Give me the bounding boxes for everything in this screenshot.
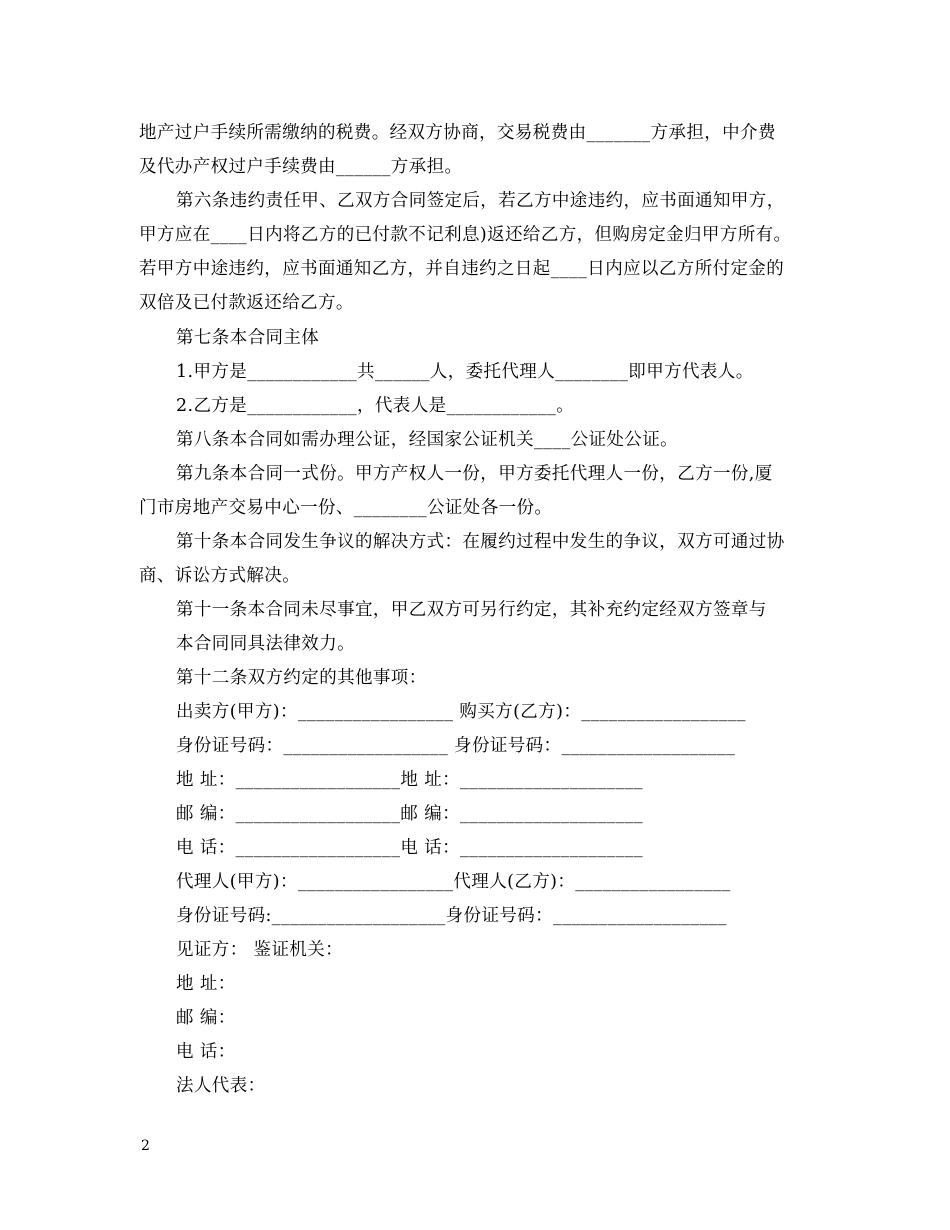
text-line: 若甲方中途违约，应书面通知乙方，并自违约之日起____日内应以乙方所付定金的 bbox=[139, 259, 785, 279]
signature-field-line: 见证方： 鉴证机关： bbox=[176, 940, 344, 960]
signature-field-line: 电 话： bbox=[176, 1042, 236, 1062]
text-line: 第九条本合同一式份。甲方产权人一份，甲方委托代理人一份，乙方一份,厦 bbox=[176, 464, 773, 484]
text-line: 及代办产权过户手续费由______方承担。 bbox=[139, 157, 463, 177]
section-heading: 第七条本合同主体 bbox=[176, 328, 320, 348]
signature-field-line: 地 址：__________________地 址：____________________ bbox=[176, 770, 644, 790]
text-line: 第十一条本合同未尽事宜，甲乙双方可另行约定，其补充约定经双方签章与 bbox=[176, 600, 767, 620]
text-line: 第六条违约责任甲、乙双方合同签定后，若乙方中途违约，应书面通知甲方， bbox=[176, 191, 785, 211]
text-line: 1.甲方是____________共______人，委托代理人________即甲方代表人。 bbox=[176, 362, 754, 382]
text-line: 双倍及已付款返还给乙方。 bbox=[139, 293, 354, 313]
text-line: 本合同同具法律效力。 bbox=[176, 634, 355, 654]
text-line: 第十二条双方约定的其他事项： bbox=[176, 668, 427, 688]
signature-field-line: 电 话：__________________电 话：____________________ bbox=[176, 838, 644, 858]
signature-field-line: 出卖方(甲方)：_________________ 购买方(乙方)：__________________ bbox=[176, 702, 746, 722]
signature-field-line: 邮 编： bbox=[176, 1008, 236, 1028]
page-number: 2 bbox=[141, 1138, 150, 1154]
text-line: 商、诉讼方式解决。 bbox=[139, 566, 301, 586]
signature-field-line: 代理人(甲方)：_________________代理人(乙方)：_________________ bbox=[176, 872, 731, 892]
signature-field-line: 法人代表： bbox=[176, 1076, 266, 1096]
text-line: 门市房地产交易中心一份、________公证处各一份。 bbox=[139, 498, 553, 518]
text-line: 2.乙方是____________，代表人是____________。 bbox=[176, 396, 575, 416]
signature-field-line: 身份证号码:___________________身份证号码：___________________ bbox=[176, 906, 727, 926]
text-line: 第八条本合同如需办理公证，经国家公证机关____公证处公证。 bbox=[176, 430, 678, 450]
text-line: 第十条本合同发生争议的解决方式：在履约过程中发生的争议，双方可通过协 bbox=[176, 532, 785, 552]
signature-field-line: 邮 编：__________________邮 编：____________________ bbox=[176, 804, 644, 824]
signature-field-line: 地 址： bbox=[176, 974, 236, 994]
signature-field-line: 身份证号码：__________________ 身份证号码：___________________ bbox=[176, 736, 736, 756]
text-line: 甲方应在____日内将乙方的已付款不记利息)返还给乙方，但购房定金归甲方所有。 bbox=[139, 225, 792, 245]
text-line: 地产过户手续所需缴纳的税费。经双方协商，交易税费由_______方承担，中介费 bbox=[139, 123, 776, 143]
